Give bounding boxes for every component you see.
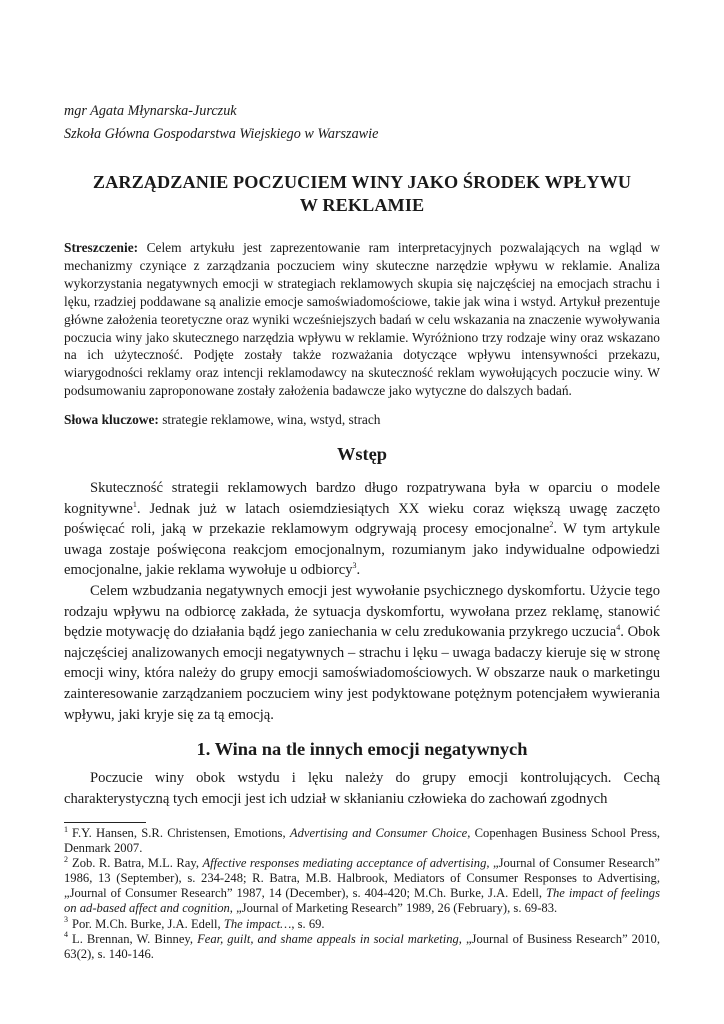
- article-title: [64, 171, 660, 217]
- footnote-text: , Copenhagen Business School Press, Denmark 2007.: [64, 826, 660, 856]
- footnote-ref-3: 3: [352, 561, 357, 571]
- footnote-ref-1: 1: [132, 499, 137, 509]
- footnote-text: „Journal of Consumer Research” 1986, 13 (September), s. 234-248; R. Batra, M.B. Halbrook, Mediators of Consumer Responses to Advertising, „Journal of Consumer Research” 1987, 14 (December), s. 404-420; M.Ch. Burke, J.A. Edell,: [64, 856, 660, 901]
- footnote-text: , „Journal of Business Research” 2010, 63(2), s. 140-146.: [64, 931, 661, 961]
- footnote-text: , „Journal of Marketing Research” 1989, 26 (February), s. 69-83.: [229, 901, 558, 916]
- footnote-title-italic: Advertising and Consumer Choice: [289, 826, 468, 840]
- footnote-title-italic: The impact of feelings on ad-based affect and cognition: [64, 886, 660, 916]
- footnotes: [64, 826, 660, 962]
- footnote-number: 4: [64, 930, 68, 940]
- section-1-heading: 1. Wina na tle innych emocji negatywnych: [196, 739, 528, 760]
- keywords: [64, 411, 660, 429]
- footnote-number: 2: [64, 855, 68, 864]
- footnote-number: 1: [64, 824, 68, 834]
- footnote-3: [64, 917, 660, 932]
- footnote-title-italic: Affective responses mediating acceptance of advertising,: [202, 856, 490, 871]
- footnote-ref-2: 2: [549, 520, 554, 530]
- intro-p1-text-b: . Jednak już w latach osiemdziesiątych XX wieku coraz większą uwagę zaczęto poświęcać roli, jaką w przekazie reklamowym odgrywają procesy emocjonalne: [64, 500, 660, 538]
- footnote-ref-4: 4: [616, 623, 621, 633]
- footnote-number: 3: [64, 915, 68, 925]
- intro-paragraph-1: [64, 478, 660, 581]
- footnote-text: Por. M.Ch. Burke, J.A. Edell,: [72, 916, 224, 931]
- footnote-1: [64, 826, 660, 856]
- intro-p1-text-a: Skuteczność strategii reklamowych bardzo długo rozpatrywana była w oparciu o modele kognitywne: [64, 480, 660, 517]
- intro-heading: Wstęp: [336, 444, 388, 465]
- intro-p2-text-a: Celem wzbudzania negatywnych emocji jest wywołanie psychicznego dyskomfortu. Użycie tego rodzaju wpływu na odbiorcę zakłada, że sytuacja dyskomfortu, wywołana przez reklamę, stanowić będzie motywację do działania bądź jego zaniechania w celu zredukowania przykrego uczucia: [64, 583, 660, 641]
- title-line-2: W REKLAMIE: [299, 195, 425, 215]
- section-1-paragraph-1: Poczucie winy obok wstydu i lęku należy do grupy emocji kontrolujących. Cechą charakterystyczną tych emocji jest ich udział w skłanianiu człowieka do zachowań zgodnych: [64, 770, 660, 807]
- abstract-text: Celem artykułu jest zaprezentowanie ram interpretacyjnych pozwalających na wgląd w mechanizmy czyniące z zarządzania poczuciem winy skuteczne narzędzie wpływu w reklamie. Analiza wykorzystania negatywnych emocji w strategiach reklamowych skupia się najczęściej na emocjach strachu i lęku, rzadziej poddawane są analizie emocje samoświadomościowe, takie jak wina i wstyd. Artykuł prezentuje główne założenia teoretyczne oraz wyniki wcześniejszych badań w celu wskazania na znaczenie wywoływania poczucia winy jako skutecznego narzędzia wpływu w reklamie. Wyróżniono trzy rodzaje winy oraz wskazano na ich użyteczność. Podjęte zostały także rozważania dotyczące wpływu intensywności przekazu, wiarygodności reklamy oraz intencji reklamodawcy na skuteczność reklam wywołujących poczucie winy. W podsumowaniu zaproponowane zostały założenia badawcze jako wytyczne do dalszych badań.: [64, 240, 660, 399]
- footnote-title-italic: The impact…: [223, 916, 292, 931]
- keywords-label: Słowa kluczowe:: [64, 412, 159, 428]
- intro-p1-text-c: . W tym artykule uwaga zostaje poświęcona reakcjom emocjonalnym, rozumianym jako indywidualne odpowiedzi emocjonalne, jakie reklama wywołuje u odbiorcy: [64, 521, 660, 579]
- footnote-text: Zob. R. Batra, M.L. Ray,: [72, 856, 203, 871]
- footnote-separator: [64, 822, 146, 823]
- abstract-label: Streszczenie:: [64, 240, 139, 255]
- footnote-4: [64, 932, 660, 962]
- author-name: mgr Agata Młynarska-Jurczuk: [64, 103, 237, 119]
- author-affiliation: Szkoła Główna Gospodarstwa Wiejskiego w Warszawie: [64, 126, 379, 142]
- title-line-1: ZARZĄDZANIE POCZUCIEM WINY JAKO ŚRODEK WPŁYWU: [92, 172, 632, 192]
- footnote-text: L. Brennan, W. Binney,: [72, 931, 198, 946]
- footnote-text: , s. 69.: [291, 916, 325, 931]
- intro-p1-text-d: .: [356, 562, 361, 579]
- article-page: [64, 100, 660, 809]
- intro-paragraph-2: [64, 581, 660, 725]
- footnote-text: F.Y. Hansen, S.R. Christensen, Emotions,: [72, 826, 290, 840]
- intro-p2-text-b: . Obok najczęściej analizowanych emocji negatywnych – strachu i lęku – uwaga badaczy kieruje się w stronę emocji winy, która należy do grupy emocji samoświadomościowych. W obszarze nauk o marketingu zainteresowanie zarządzaniem poczuciem winy jest podyktowane potężnym potencjałem wywierania wpływu, jaki kryje się za tą emocją.: [64, 624, 660, 723]
- footnote-2: [64, 856, 660, 916]
- footnote-title-italic: Fear, guilt, and shame appeals in social marketing: [197, 931, 459, 946]
- keywords-text: strategie reklamowe, wina, wstyd, strach: [162, 412, 381, 428]
- abstract: [64, 239, 660, 400]
